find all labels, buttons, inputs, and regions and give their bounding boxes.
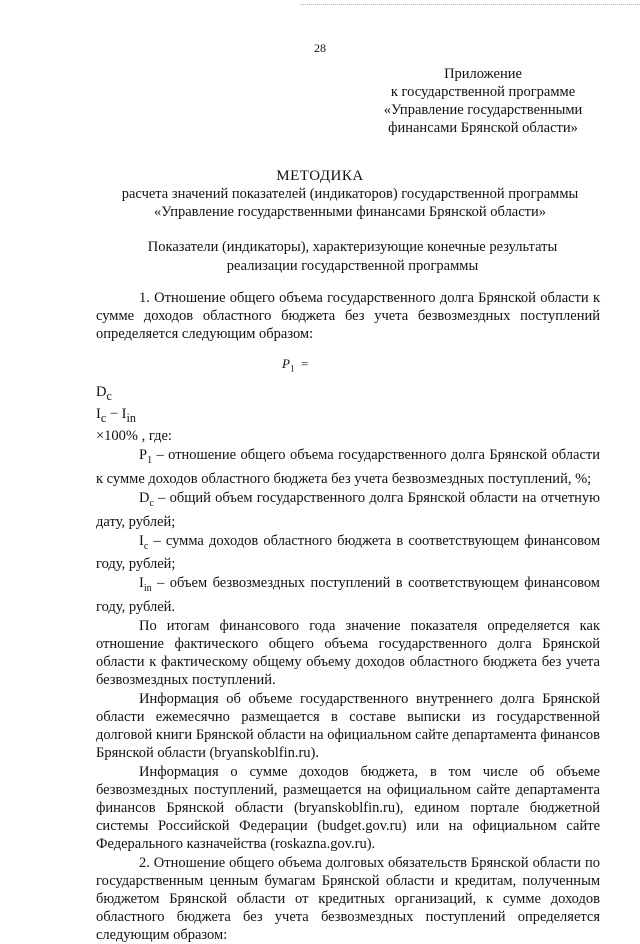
definition-ic: $I_c$ – сумма доходов областного бюджета в соответствующем финансовом году, рублей;: [96, 532, 600, 573]
definition-iin: $I_{in}$ – объем безвозмездных поступлений в соответствующем финансовом году, рублей.: [96, 575, 600, 616]
document-body: [96, 289, 600, 944]
definition-dc: $D_c$ – общий объем государственного долга Брянской области на отчетную дату, рублей;: [96, 489, 600, 530]
document-title: МЕТОДИКА: [276, 168, 364, 184]
section-heading: [0, 238, 640, 276]
formula-denominator: $I_c - I_{in}$: [96, 405, 136, 425]
appendix-line: «Управление государственными: [383, 102, 583, 118]
section-heading-line: реализации государственной программы: [226, 258, 479, 274]
paragraph-debt-info: Информация об объеме государственного внутреннего долга Брянской области ежемесячно размещается в составе выписки из государственной долговой книги Брянской области на официальном сайте департамента финансов Брянской области (bryanskoblfin.ru).: [96, 691, 600, 762]
formula-p1: [96, 346, 600, 379]
subtitle-line: «Управление государственными финансами Брянской области»: [153, 204, 547, 220]
appendix-line: финансами Брянской области»: [388, 120, 578, 136]
formula-equals: =: [301, 356, 309, 371]
paragraph-income-info: Информация о сумме доходов бюджета, в том числе об объеме безвозмездных поступлений, размещается на официальном сайте департамента финансов Брянской области (bryanskoblfin.ru), едином портале бюджетной системы Российской Федерации (budget.gov.ru) или на официальном сайте Федерального казначейства (roskazna.gov.ru).: [96, 764, 600, 853]
appendix-line: Приложение: [444, 66, 522, 82]
page-number: 28: [314, 41, 326, 55]
subtitle-line: расчета значений показателей (индикаторов) государственной программы: [121, 186, 579, 202]
scan-edge-line: [300, 4, 640, 5]
formula-rhs: ×100% , где:: [96, 427, 172, 444]
appendix-header: [333, 65, 633, 137]
formula-numerator: $D_c$: [96, 384, 112, 403]
paragraph-indicator-2: 2. Отношение общего объема долговых обязательств Брянской области по государственным ценным бумагам Брянской области и кредитам, полученным бюджетом Брянской области от кредитных организаций, к сумме доходов областного бюджета без учета безвозмездных поступлений определяется следующим образом:: [96, 855, 600, 944]
document-subtitle: [0, 185, 640, 221]
formula-lhs: $P_1$: [282, 356, 295, 374]
definition-p1: $P_1$ – отношение общего объема государственного долга Брянской области к сумме доходов областного бюджета без учета безвозмездных поступлений, %;: [96, 446, 600, 487]
paragraph-year-end: По итогам финансового года значение показателя определяется как отношение фактического общего объема государственного долга Брянской области к фактическому общему объему доходов областного бюджета без учета безвозмездных поступлений.: [96, 618, 600, 689]
paragraph-indicator-1: 1. Отношение общего объема государственного долга Брянской области к сумме доходов областного бюджета без учета безвозмездных поступлений определяется следующим образом:: [96, 290, 600, 342]
section-heading-line: Показатели (индикаторы), характеризующие конечные результаты: [147, 239, 558, 255]
appendix-line: к государственной программе: [390, 84, 576, 100]
